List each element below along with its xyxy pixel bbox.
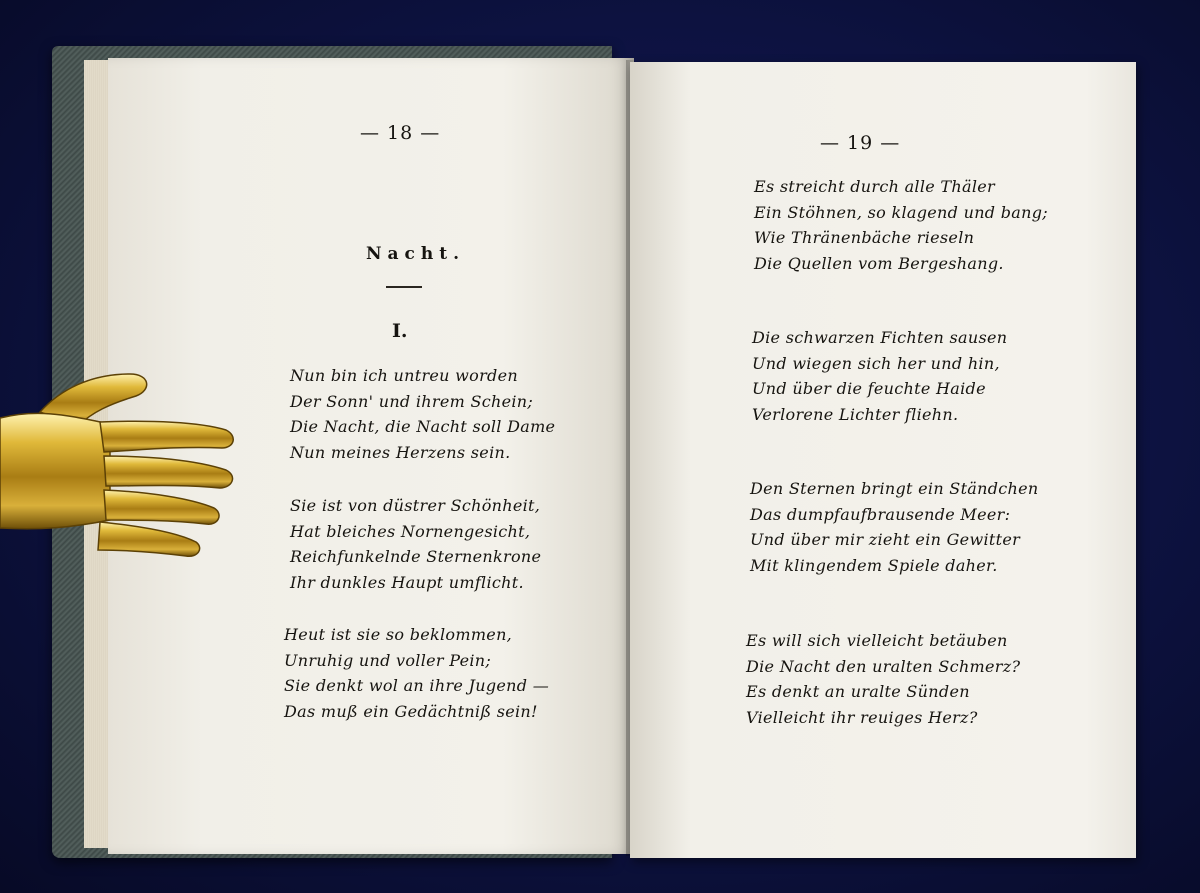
right-stanza-3 [750,476,1039,578]
verse-line: Heut ist sie so beklommen, [284,625,513,644]
verse-line: Die Quellen vom Bergeshang. [754,253,1004,273]
verse-line: Ihr dunkles Haupt umflicht. [290,572,524,592]
verse-line: Ein Stöhnen, so klagend und bang; [754,202,1048,222]
right-page [630,62,1136,858]
left-stanza-2 [290,493,541,595]
verse-line: Die schwarzen Fichten sausen [752,328,1008,347]
page-number-left: — 18 — [360,122,441,144]
right-stanza-2 [752,325,1007,427]
verse-line: Der Sonn' und ihrem Schein; [290,391,534,411]
right-stanza-4 [746,628,1020,730]
verse-line: Reichfunkelnde Sternenkrone [290,547,542,566]
brass-hand-icon [0,360,240,570]
verse-line: Es will sich vielleicht betäuben [746,631,1008,650]
verse-line: Die Nacht, die Nacht soll Dame [290,417,556,436]
left-stanza-1 [290,363,555,465]
verse-line: Und über mir zieht ein Gewitter [750,530,1021,549]
verse-line: Die Nacht den uralten Schmerz? [746,656,1021,676]
title-rule [386,286,422,288]
verse-line: Wie Thränenbäche rieseln [754,228,975,247]
verse-line: Sie ist von düstrer Schönheit, [290,496,541,515]
poem-title: Nacht. [366,244,466,264]
verse-line: Das muß ein Gedächtniß sein! [284,701,538,721]
section-numeral: I. [392,320,408,342]
verse-line: Und wiegen sich her und hin, [752,353,1000,373]
verse-line: Unruhig und voller Pein; [284,650,492,670]
verse-line: Nun bin ich untreu worden [290,366,518,385]
right-stanza-1 [754,174,1048,276]
verse-line: Vielleicht ihr reuiges Herz? [746,707,978,727]
verse-line: Den Sternen bringt ein Ständchen [750,479,1039,498]
verse-line: Das dumpfaufbrausende Meer: [750,504,1011,524]
verse-line: Es denkt an uralte Sünden [746,682,970,701]
verse-line: Und über die feuchte Haide [752,379,986,398]
page-number-right: — 19 — [820,132,901,154]
verse-line: Es streicht durch alle Thäler [754,177,995,196]
verse-line: Verlorene Lichter fliehn. [752,404,959,424]
verse-line: Hat bleiches Nornengesicht, [290,521,531,541]
verse-line: Nun meines Herzens sein. [290,442,511,462]
verse-line: Mit klingendem Spiele daher. [750,555,998,575]
left-stanza-3 [284,622,549,724]
verse-line: Sie denkt wol an ihre Jugend — [284,676,550,695]
